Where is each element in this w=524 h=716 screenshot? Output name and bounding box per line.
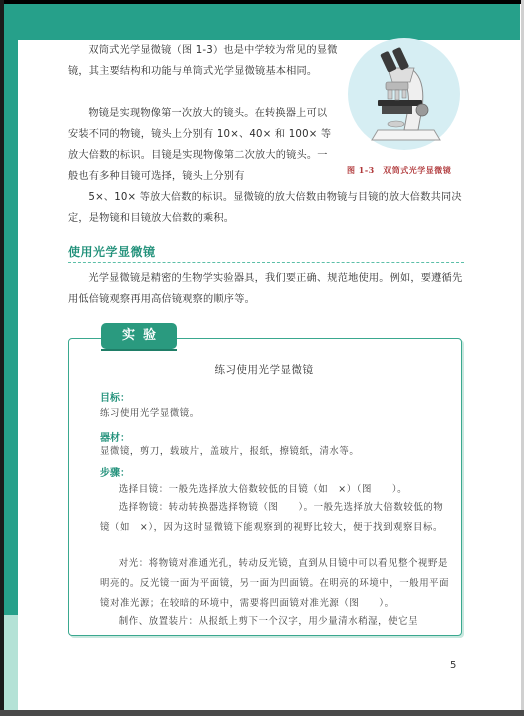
experiment-title: 练习使用光学显微镜 — [214, 364, 314, 376]
paragraph-magnification: 5×、10× 等放大倍数的标识。显微镜的放大倍数由物镜与目镜的放大倍数共同决定，是物镜和目镜放大倍数的乘积。 — [68, 192, 462, 224]
experiment-materials-label: 器材： — [100, 433, 130, 444]
section-heading: 使用光学显微镜 — [68, 245, 156, 259]
window-frame-bottom — [0, 710, 524, 716]
figure-caption: 图 1-3 双筒式光学显微镜 — [347, 165, 452, 175]
experiment-tab-label: 实验 — [101, 323, 177, 349]
section-divider — [68, 262, 464, 263]
window-frame-top — [0, 0, 524, 4]
experiment-step-objective: 选择物镜：转动转换器选择物镜（图 ）。一般先选择放大倍数较低的物镜（如 ×），因为这时显微镜下能观察到的视野比较大，便于找到观察目标。 — [100, 502, 444, 533]
window-frame-left — [0, 0, 4, 716]
experiment-goal-label: 目标： — [100, 393, 130, 404]
page-number: 5 — [450, 660, 457, 671]
experiment-step-light: 对光：将物镜对准通光孔，转动反光镜，直到从目镜中可以看见整个视野是明亮的。反光镜一面为平面镜，另一面为凹面镜。在明亮的环境中，一般用平面镜对准光源；在较暗的环境中，需要将凹面镜对准光源（图 ）。 — [100, 558, 450, 609]
paragraph-binocular-intro: 双筒式光学显微镜（图 1-3）也是中学较为常见的显微镜，其主要结构和功能与单筒式光学显微镜基本相同。 — [68, 45, 338, 77]
experiment-step-eyepiece: 选择目镜：一般先选择放大倍数较低的目镜（如 ×）（图 ）。 — [118, 484, 408, 495]
figure-microscope-image — [348, 38, 460, 150]
microscope-illustration — [348, 38, 460, 150]
top-accent-bar — [4, 4, 520, 40]
experiment-goal-text: 练习使用光学显微镜。 — [100, 408, 200, 419]
left-accent-bar-light — [4, 615, 18, 710]
experiment-materials-text: 显微镜，剪刀，载玻片，盖玻片，报纸，擦镜纸，清水等。 — [100, 446, 360, 457]
left-accent-bar — [4, 4, 18, 710]
paragraph-objective-eyepiece: 物镜是实现物像第一次放大的镜头。在转换器上可以安装不同的物镜，镜头上分别有 10×、40× 和 100× 等放大倍数的标识。目镜是实现物像第二次放大的镜头。一般也有多种目镜可选择，镜头上分别有 — [68, 108, 332, 182]
paragraph-usage-intro: 光学显微镜是精密的生物学实验器具，我们要正确、规范地使用。例如，要遵循先用低倍镜观察再用高倍镜观察的顺序等。 — [68, 273, 463, 305]
experiment-step-slide: 制作、放置装片：从报纸上剪下一个汉字，用少量清水稍湿，使它呈 — [118, 616, 419, 627]
experiment-steps-label: 步骤： — [100, 468, 130, 479]
